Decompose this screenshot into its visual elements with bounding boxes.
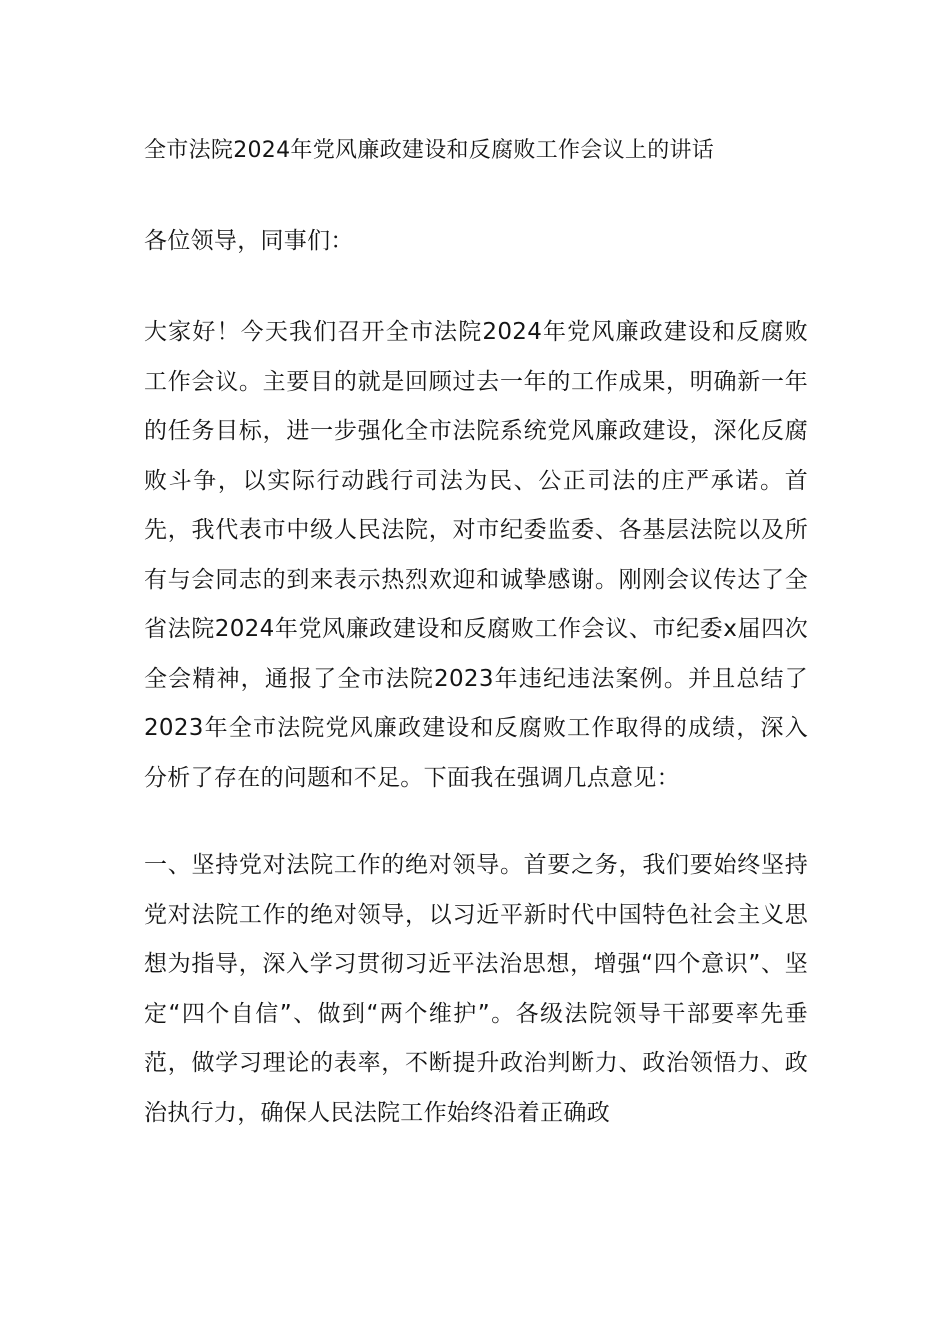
paragraph-section-one: 一、坚持党对法院工作的绝对领导。首要之务，我们要始终坚持党对法院工作的绝对领导，以习近平新时代中国特色社会主义思想为指导，深入学习贯彻习近平法治思想，增强“四个意识”、坚定“四个自信”、做到“两个维护”。各级法院领导干部要率先垂范，做学习理论的表率，不断提升政治判断力、政治领悟力、政治执行力，确保人民法院工作始终沿着正确政 [144,852,808,1126]
salutation: 各位领导，同事们： [144,228,354,254]
document-body [144,128,808,1138]
paragraph-intro: 大家好！今天我们召开全市法院2024年党风廉政建设和反腐败工作会议。主要目的就是回顾过去一年的工作成果，明确新一年的任务目标，进一步强化全市法院系统党风廉政建设，深化反腐败斗争，以实际行动践行司法为民、公正司法的庄严承诺。首先，我代表市中级人民法院，对市纪委监委、各基层法院以及所有与会同志的到来表示热烈欢迎和诚挚感谢。刚刚会议传达了全省法院2024年党风廉政建设和反腐败工作会议、市纪委x届四次全会精神，通报了全市法院2023年违纪违法案例。并且总结了2023年全市法院党风廉政建设和反腐败工作取得的成绩，深入分析了存在的问题和不足。下面我在强调几点意见： [144,319,808,791]
document-title: 全市法院2024年党风廉政建设和反腐败工作会议上的讲话 [144,138,715,163]
